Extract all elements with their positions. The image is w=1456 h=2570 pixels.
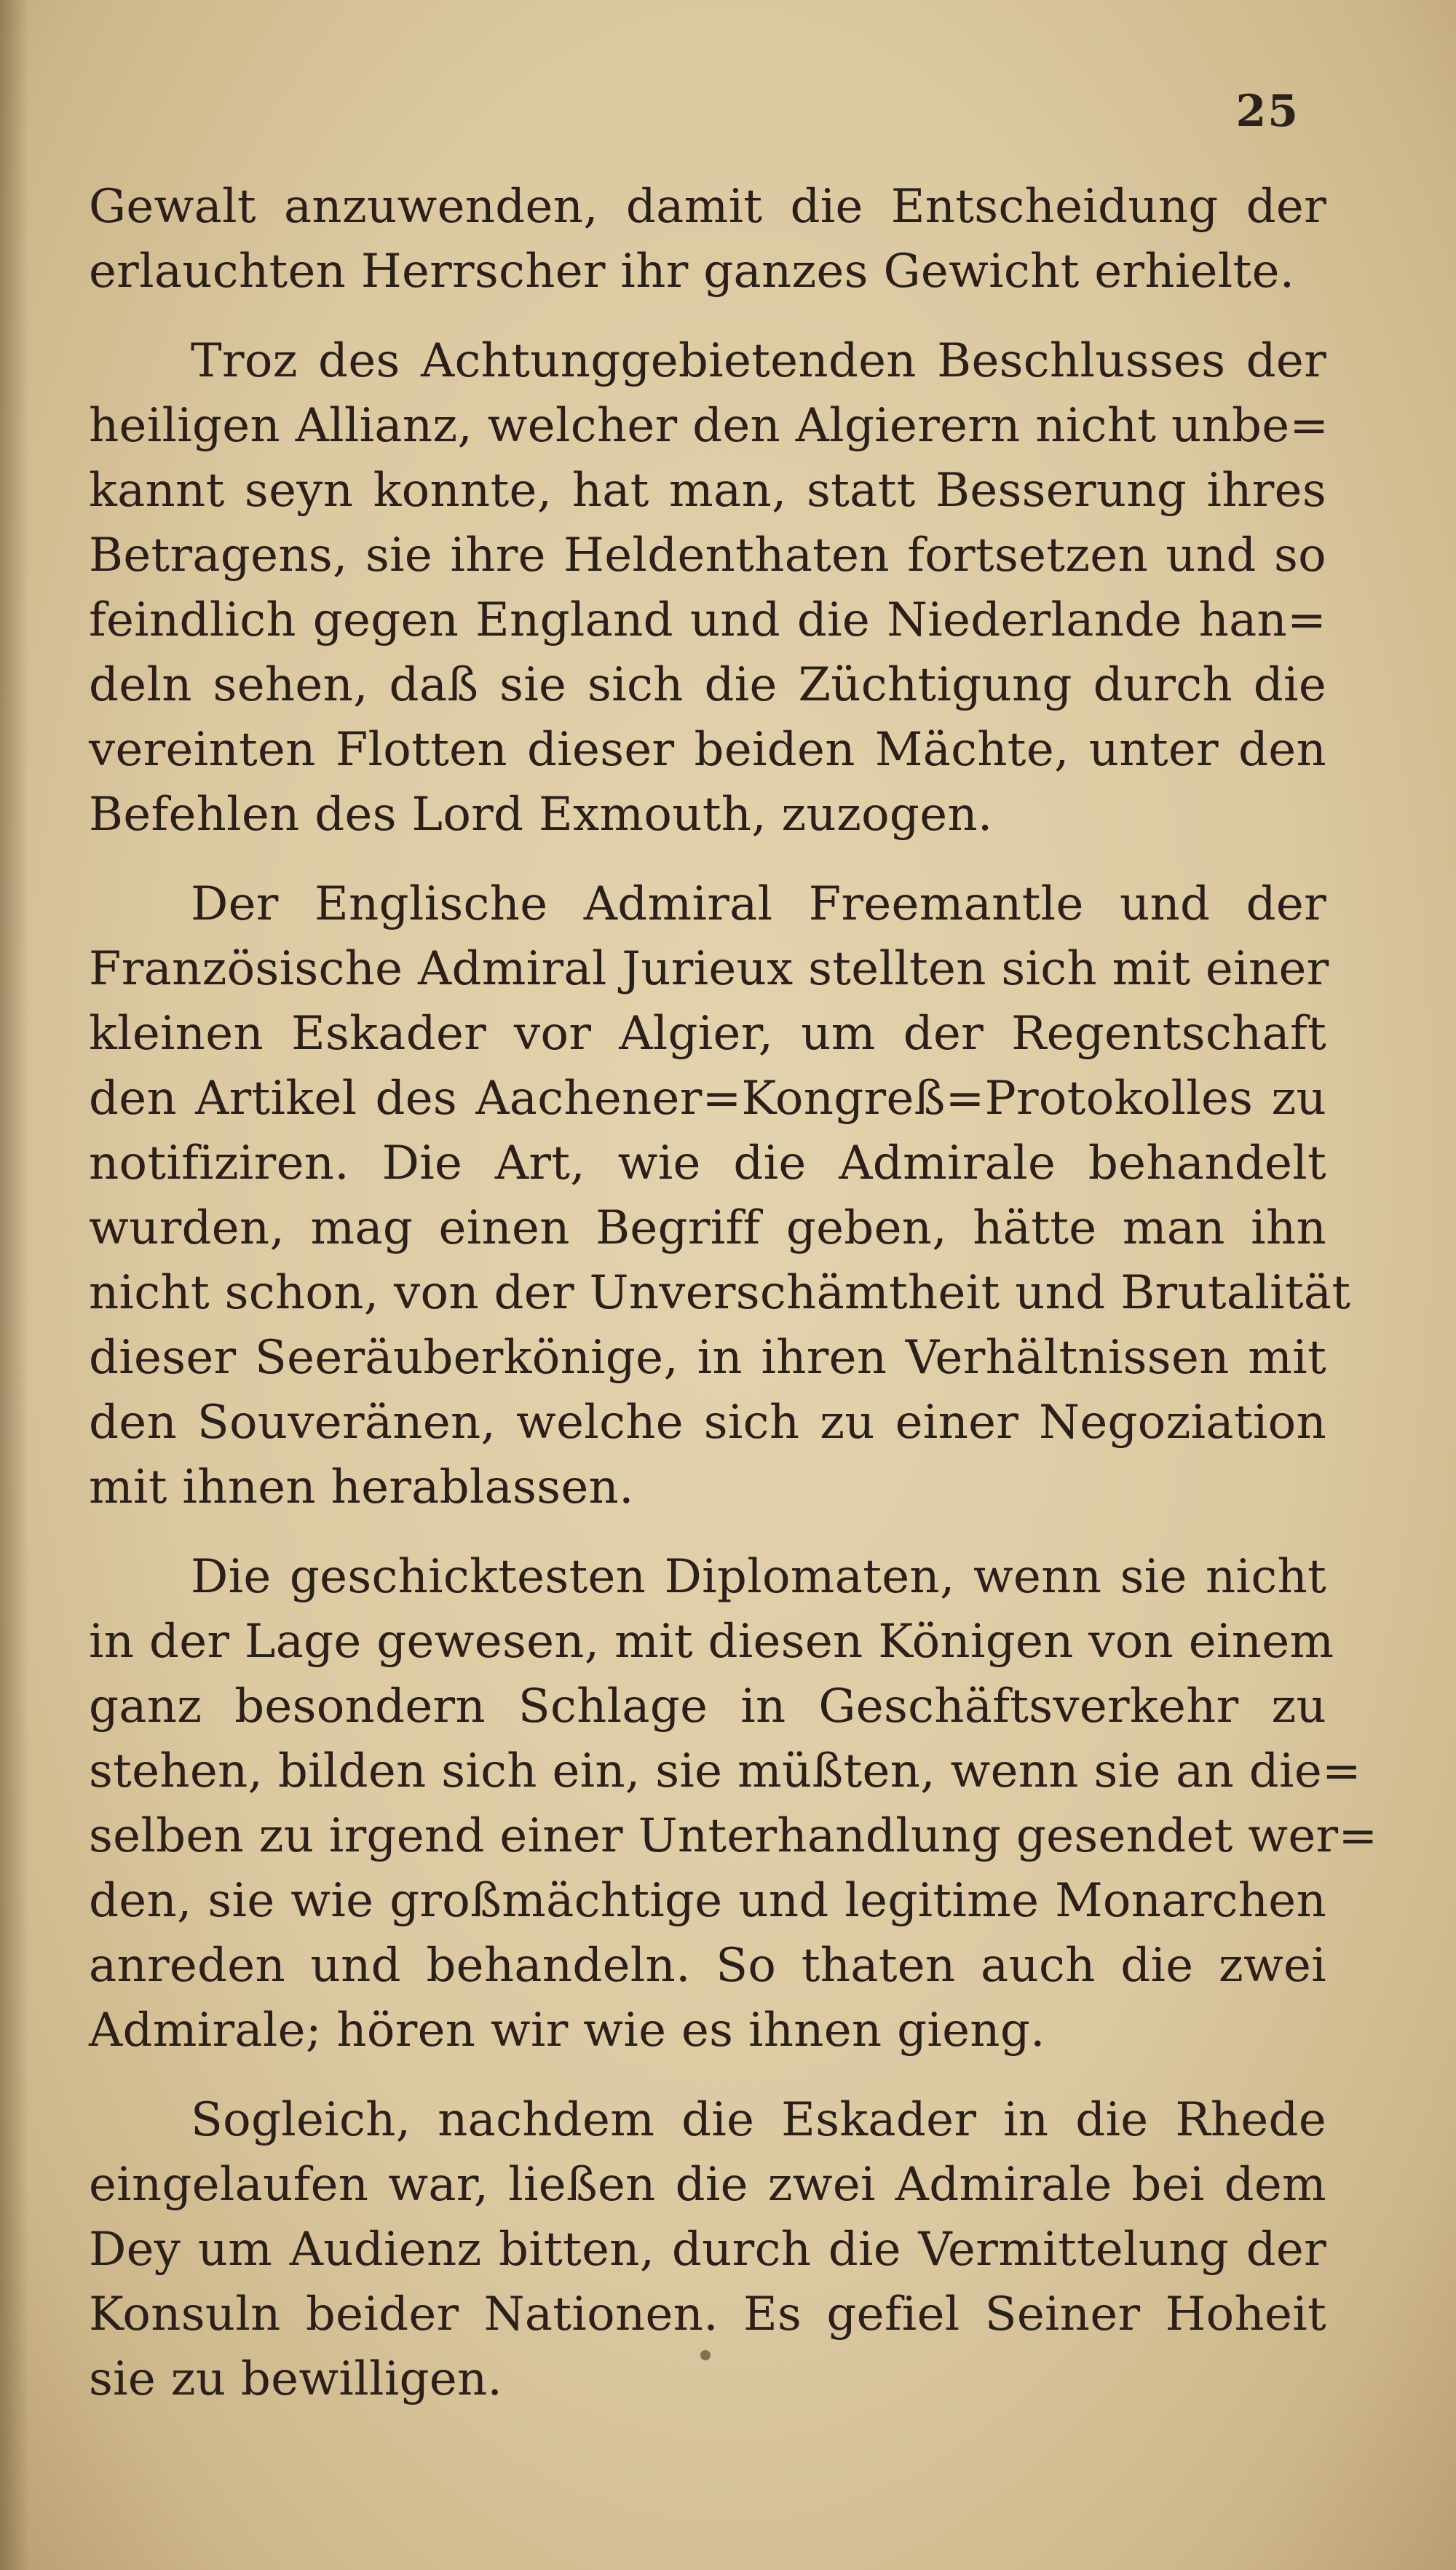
text-line: sie zu bewilligen. (89, 2352, 503, 2406)
text-line: notifiziren. Die Art, wie die Admirale behandelt (89, 1136, 1326, 1190)
text-line: kleinen Eskader vor Algier, um der Regentschaft (89, 1007, 1326, 1061)
page-number: 25 (1235, 86, 1299, 137)
text-line: Der Englische Admiral Freemantle und der (191, 877, 1326, 931)
text-line: deln sehen, daß sie sich die Züchtigung durch die (89, 658, 1326, 712)
text-line: wurden, mag einen Begriff geben, hätte man ihn (89, 1201, 1326, 1255)
text-line: den Artikel des Aachener=Kongreß=Protokolles zu (89, 1072, 1326, 1126)
paragraph-2 (89, 329, 1329, 847)
text-line: Befehlen des Lord Exmouth, zuzogen. (89, 788, 993, 842)
ink-spot (700, 2350, 711, 2360)
text-line: kannt seyn konnte, hat man, statt Besserung ihres (89, 464, 1326, 518)
text-line: Sogleich, nachdem die Eskader in die Rhede (191, 2093, 1326, 2147)
text-line: eingelaufen war, ließen die zwei Admirale bei dem (89, 2158, 1326, 2212)
text-line: Die geschicktesten Diplomaten, wenn sie nicht (191, 1550, 1326, 1604)
text-line: Betragens, sie ihre Heldenthaten fortsetzen und so (89, 529, 1326, 582)
text-line: erlauchten Herrscher ihr ganzes Gewicht erhielte. (89, 245, 1295, 298)
text-line: Französische Admiral Jurieux stellten sich mit einer (89, 942, 1329, 996)
text-line: heiligen Allianz, welcher den Algierern nicht unbe= (89, 399, 1329, 453)
paragraph-3 (89, 872, 1351, 1520)
text-line: dieser Seeräuberkönige, in ihren Verhältnissen mit (89, 1331, 1326, 1385)
text-line: stehen, bilden sich ein, sie müßten, wenn sie an die= (89, 1744, 1361, 1798)
paragraph-1 (89, 175, 1326, 304)
text-line: ganz besondern Schlage in Geschäftsverkehr zu (89, 1680, 1326, 1733)
page-body-text (89, 175, 1378, 2437)
text-line: den Souveränen, welche sich zu einer Negoziation (89, 1396, 1326, 1450)
text-line: mit ihnen herablassen. (89, 1460, 634, 1514)
text-line: vereinten Flotten dieser beiden Mächte, unter den (89, 723, 1326, 777)
text-line: Troz des Achtunggebietenden Beschlusses der (191, 334, 1326, 388)
text-line: den, sie wie großmächtige und legitime Monarchen (89, 1874, 1326, 1928)
text-line: Konsuln beider Nationen. Es gefiel Seiner Hoheit (89, 2288, 1326, 2341)
text-line: Admirale; hören wir wie es ihnen gieng. (89, 2004, 1045, 2057)
text-line: nicht schon, von der Unverschämtheit und Brutalität (89, 1266, 1351, 1320)
text-line: feindlich gegen England und die Niederlande han= (89, 593, 1326, 647)
text-line: in der Lage gewesen, mit diesen Königen von einem (89, 1615, 1334, 1669)
text-line: anreden und behandeln. So thaten auch die zwei (89, 1939, 1326, 1993)
text-line: Gewalt anzuwenden, damit die Entscheidung der (89, 180, 1326, 234)
text-line: Dey um Audienz bitten, durch die Vermittelung der (89, 2223, 1326, 2277)
paragraph-4 (89, 1545, 1378, 2063)
text-line: selben zu irgend einer Unterhandlung gesendet wer= (89, 1809, 1378, 1863)
page-edge-shadow (0, 0, 29, 2570)
paragraph-5 (89, 2088, 1326, 2412)
